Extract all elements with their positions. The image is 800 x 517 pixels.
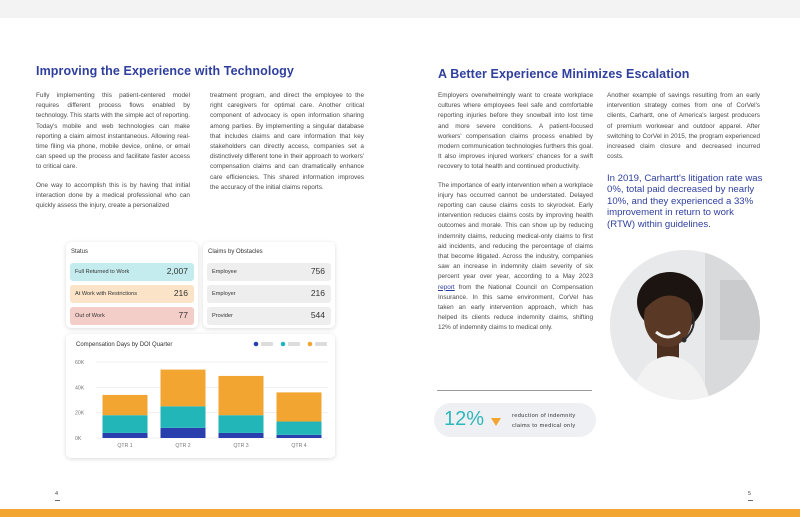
legend-swatch (254, 342, 259, 347)
status-card-title: Status (71, 249, 89, 255)
obstacle-row-employer (207, 285, 331, 303)
right-heading: A Better Experience Minimizes Escalation (438, 67, 690, 81)
carhartt-callout: In 2019, Carhartt's litigation rate was 0%, total paid decreased by nearly 10%, and they experienced a 33% improvement in return to work (RTW) within guidelines. (607, 173, 763, 230)
paragraph-text: from the National Council on Compensation Insurance. In this same environment, CorVel has taken an early intervention approach, which has helped its clients reduce indemnity claims, shifting 12% of indemnity claims to medical only. (438, 283, 593, 332)
paragraph: treatment program, and direct the employee to the right caregivers for optimal care. Another critical component of advocacy is open information sharing among parties. By implementing a singular database that includes claims and care information that key stakeholders can directly access, companies set a distinctively different tone in their approach to workers' compensation claims and can dramatically enhance care efficiencies. This shared information improves the accuracy of the initial claims reports. (210, 92, 364, 191)
legend-placeholder (315, 342, 327, 346)
obstacle-row-provider (207, 307, 331, 325)
paragraph: Another example of savings resulting from an early intervention strategy comes from one of CorVel's clients, Carhartt, one of America's largest producers of premium workwear and outdoor apparel. After switching to CorVel in 2015, the program experienced increased claim closure and decreased incurred costs. (607, 92, 760, 161)
dashboard-graphic (60, 238, 342, 460)
stat-line: claims to medical only (512, 423, 576, 429)
left-heading: Improving the Experience with Technology (36, 64, 294, 78)
obstacle-label: Provider (212, 313, 233, 319)
bar-segment (103, 395, 148, 415)
bar-segment (103, 415, 148, 433)
photo-illustration (610, 250, 760, 400)
status-value: 77 (178, 310, 188, 320)
x-tick-label: QTR 4 (291, 443, 307, 449)
y-tick-label: 60K (75, 360, 85, 366)
paragraph: One way to accomplish this is by having that initial interaction done by a medical professional who can quickly assess the injury, create a personalized (36, 181, 190, 210)
paragraph: Fully implementing this patient-centered model requires different process flows enabled by technology. This starts with the simple act of reporting. Today's mobile and web technologies can make reporting a claim almost instantaneous. Allowing real-time filing via phone, mobile device, online, or email can speed up the process and facilitate faster access to critical care. (36, 92, 190, 171)
bar-segment (161, 428, 206, 438)
stat-value: 12% (444, 408, 485, 430)
paragraph (438, 181, 593, 334)
status-label: Out of Work (75, 313, 105, 319)
obstacles-card (203, 242, 335, 328)
status-row-out (70, 307, 194, 325)
status-label: Full Returned to Work (75, 269, 130, 275)
bar-segment (219, 415, 264, 433)
customer-service-photo (610, 250, 760, 400)
stat-pill (434, 403, 596, 437)
legend-placeholder (288, 342, 300, 346)
status-row-returned (70, 263, 194, 281)
status-value: 216 (173, 288, 188, 298)
bar-segment (277, 435, 322, 438)
bar-segment (103, 433, 148, 438)
stat-description (512, 411, 576, 431)
bar-segment (219, 376, 264, 415)
paragraph-text: The importance of early intervention when a workplace injury has occurred cannot be understated. Delayed reporting can cause claims costs to skyrocket. Early intervention reduces claims costs by improving health outcomes and morale. This can show up by reducing indemnity claims, reducing medical-only claims to first aid incidents, and reducing the percentage of claims that become litigated. Across the industry, companies saw an increase in indemnity claim severity of six percent year over year, according to a May 2023 (438, 181, 593, 281)
right-column-4 (607, 91, 760, 170)
legend-swatch (308, 342, 313, 347)
status-value: 2,007 (166, 266, 188, 276)
left-column-1 (36, 91, 190, 219)
obstacle-value: 756 (310, 266, 325, 276)
legend-swatch (281, 342, 286, 347)
bar-segment (161, 406, 206, 428)
down-arrow-icon (491, 418, 501, 426)
stat-line: reduction of indemnity (512, 413, 576, 419)
obstacles-card-title: Claims by Obstacles (208, 249, 263, 255)
top-bar (0, 0, 800, 18)
report-link[interactable]: report (438, 283, 455, 291)
left-column-2 (210, 91, 364, 201)
obstacle-value: 216 (310, 288, 325, 298)
page-number-left: 4 (55, 491, 59, 497)
x-tick-label: QTR 1 (117, 443, 133, 449)
legend-placeholder (261, 342, 273, 346)
divider (437, 390, 592, 391)
obstacle-label: Employee (212, 269, 237, 275)
bar-segment (277, 422, 322, 435)
obstacle-row-employee (207, 263, 331, 281)
y-tick-label: 20K (75, 410, 85, 417)
page-number-right: 5 (748, 491, 752, 497)
obstacle-value: 544 (310, 310, 325, 320)
chart-title: Compensation Days by DOI Quarter (76, 342, 173, 348)
obstacle-label: Employer (212, 291, 236, 297)
x-tick-label: QTR 2 (175, 443, 191, 449)
bar-segment (161, 370, 206, 407)
y-tick-label: 0K (75, 436, 82, 442)
chart-card (66, 334, 335, 458)
status-card (66, 242, 198, 328)
status-row-restrictions (70, 285, 194, 303)
paragraph: Employers overwhelmingly want to create workplace cultures where employees feel safe and comfortable reporting injuries before they snowball into lost time and more severe conditions. A patient-focused workers' compensation claims process enabled by modern communication technologies furthers this goal. It also improves injured workers' chances for a swift recovery to total health and continued productivity. (438, 92, 593, 171)
chart-legend (254, 342, 327, 347)
y-tick-label: 40K (75, 385, 85, 392)
bottom-bar (0, 509, 800, 517)
right-column-3 (438, 91, 593, 342)
status-label: At Work with Restrictions (75, 291, 138, 297)
bar-segment (219, 433, 264, 438)
chart-bars (103, 370, 322, 438)
bar-segment (277, 392, 322, 421)
compensation-days-chart (66, 334, 335, 458)
x-tick-label: QTR 3 (233, 443, 249, 449)
